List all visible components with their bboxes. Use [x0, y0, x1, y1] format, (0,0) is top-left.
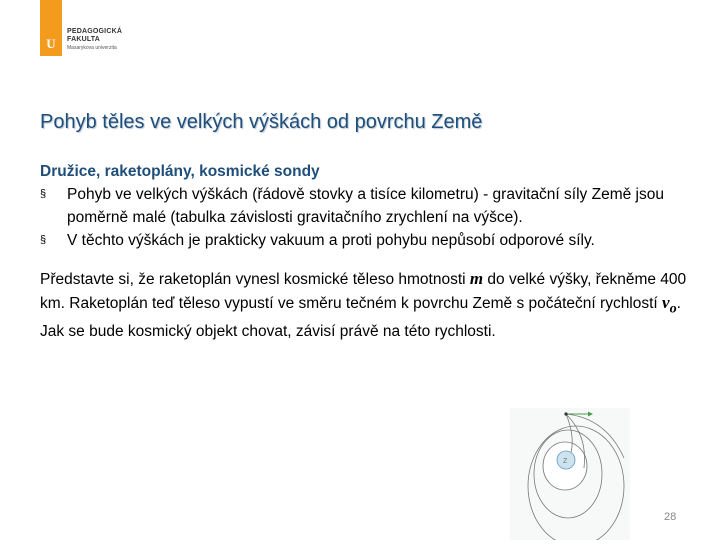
- logo-line-university: Masarykova univerzita: [67, 45, 117, 51]
- velocity-letter: v: [662, 293, 670, 312]
- orbit-diagram-icon: [510, 408, 630, 540]
- earth-label: Z: [563, 458, 568, 465]
- velocity-symbol: [662, 293, 677, 317]
- logo-mark-letter: U: [46, 36, 56, 51]
- slide-content: [40, 160, 690, 343]
- paragraph-text-1: Představte si, že raketoplán vynesl kosmické těleso hmotnosti: [40, 271, 470, 288]
- bullet-item: [40, 183, 690, 229]
- bullet-marker: §: [40, 188, 47, 200]
- bullet-list: [40, 183, 690, 252]
- page-number: 28: [664, 511, 677, 523]
- velocity-subscript: o: [669, 300, 677, 317]
- paragraph-text-3: . Jak se bude kosmický objekt chovat, závisí právě na této rychlosti.: [40, 295, 681, 341]
- launch-point: [564, 412, 567, 415]
- logo-mark: [40, 0, 62, 56]
- bullet-text: V těchto výškách je prakticky vakuum a proti pohybu nepůsobí odporové síly.: [67, 232, 595, 249]
- orbit-diagram-svg: [510, 408, 630, 540]
- mass-symbol: m: [469, 269, 484, 288]
- logo-line-faculty: FAKULTA: [67, 36, 101, 43]
- logo-line-faculty-name: PEDAGOGICKÁ: [67, 28, 123, 35]
- subheading: Družice, raketoplány, kosmické sondy: [40, 163, 320, 180]
- slide-title: Pohyb těles ve velkých výškách od povrchu Země: [40, 111, 483, 133]
- bullet-item: [40, 229, 690, 252]
- bullet-text: Pohyb ve velkých výškách (řádově stovky a tisíce kilometru) - gravitační síly Země jsou poměrně malé (tabulka závislosti gravitačního zrychlení na výšce).: [67, 186, 664, 226]
- logo-text: [67, 28, 187, 52]
- body-paragraph: [40, 267, 690, 343]
- paragraph-text-2: do velké výšky, řekněme 400 km. Raketoplán teď těleso vypustí ve směru tečném k povrchu Země s počáteční rychlostí: [40, 271, 687, 312]
- bullet-marker: §: [40, 234, 47, 246]
